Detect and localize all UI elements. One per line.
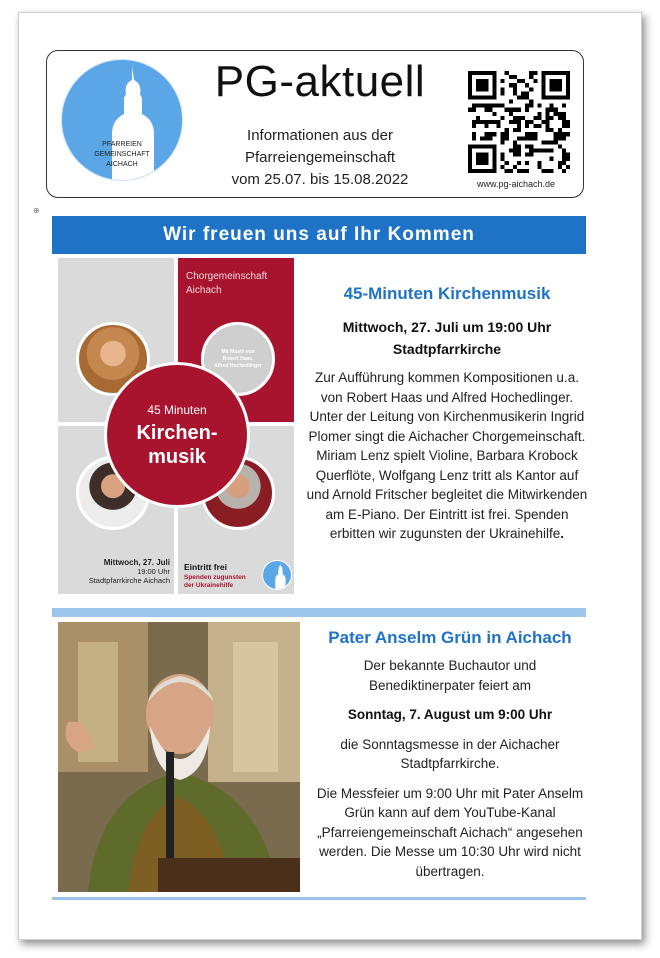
subtitle-line-1: Informationen aus der xyxy=(247,127,393,144)
poster-headline xyxy=(107,421,247,469)
headline-line-1: Kirchen- xyxy=(136,422,218,444)
poster-donation xyxy=(184,574,256,590)
donation-line-2: der Ukrainehilfe xyxy=(184,582,234,589)
poster-logo xyxy=(262,560,292,590)
logo-text-3: AICHACH xyxy=(106,161,138,168)
date-range: vom 25.07. bis 15.08.2022 xyxy=(231,171,409,188)
pater-intro: Der bekannte Buchautor und Benediktinerpater feiert am xyxy=(363,658,537,693)
donation-line-1: Spenden zugunsten xyxy=(184,574,246,581)
priest-photo xyxy=(58,622,300,892)
logo-text-1: PFARREIEN xyxy=(102,141,142,148)
welcome-banner: Wir freuen uns auf Ihr Kommen xyxy=(52,216,586,254)
photo-pater-anselm xyxy=(58,622,300,892)
concert-poster xyxy=(58,258,294,594)
concert-body: Zur Aufführung kommen Kompositionen u.a. von Robert Haas und Alfred Hochedlinger. Unter der Leitung von Kirchenmusikerin Ingrid Plomer singt die Aichacher Chorgemeinschaft. Miriam Lenz spielt Violine, Barbara Krobock Querflöte, Wolfgang Lenz tritt als Kantor auf und Arnold Fritscher begleitet die Mitwirkenden am E-Piano. Der Eintritt ist frei. Spenden erbitten wir zugunsten der Ukrainehilfe xyxy=(306,370,588,541)
poster-date-venue: Stadtpfarrkirche Aichach xyxy=(88,576,170,585)
music-credits xyxy=(204,349,272,370)
section-divider xyxy=(52,608,586,617)
music-credit-1: Mit Musik von xyxy=(221,349,255,355)
concert-article xyxy=(306,284,588,544)
music-credit-2: Robert Haas, xyxy=(222,356,254,362)
concert-title: 45-Minuten Kirchenmusik xyxy=(343,284,551,303)
concert-venue: Stadtpfarrkirche xyxy=(392,341,502,357)
concert-date: Mittwoch, 27. Juli um 19:00 Uhr xyxy=(342,319,552,335)
pater-title: Pater Anselm Grün in Aichach xyxy=(328,628,572,647)
organizer-line-1: Chorgemeinschaft xyxy=(186,271,268,282)
pater-mass: die Sonntagsmesse in der Aichacher Stadtpfarrkirche. xyxy=(340,736,560,771)
concert-body-end: . xyxy=(560,526,565,541)
poster-duration: 45 Minuten xyxy=(147,403,207,417)
anchor-icon: ⊕ xyxy=(33,206,40,215)
newsletter-title: PG-aktuell xyxy=(214,57,426,106)
subtitle-line-2: Pfarreiengemeinschaft xyxy=(244,149,396,166)
logo-text-2: GEMEINSCHAFT xyxy=(94,151,150,158)
pater-when: Sonntag, 7. August um 9:00 Uhr xyxy=(347,707,553,722)
organizer-line-2: Aichach xyxy=(186,285,222,296)
newsletter-subtitle xyxy=(197,125,443,191)
qr-code[interactable] xyxy=(467,71,571,173)
poster-entry: Eintritt frei xyxy=(184,562,227,572)
pater-article xyxy=(310,628,590,891)
parish-logo xyxy=(61,59,183,181)
poster-date xyxy=(64,558,170,585)
poster-date-time: 19:00 Uhr xyxy=(137,567,170,576)
masthead xyxy=(46,50,584,198)
bottom-divider xyxy=(52,897,586,900)
pater-stream-info: Die Messfeier um 9:00 Uhr mit Pater Anselm Grün kann auf dem YouTube-Kanal „Pfarreiengemeinschaft Aichach“ angesehen werden. Die Messe um 10:30 Uhr wird nicht übertragen. xyxy=(316,785,584,879)
poster-center-circle xyxy=(104,362,250,508)
concert-description xyxy=(306,368,588,544)
music-credit-3: Alfred Hochedlinger xyxy=(214,363,262,369)
concert-when xyxy=(306,316,588,360)
headline-line-2: musik xyxy=(148,446,206,468)
poster-date-day: Mittwoch, 27. Juli xyxy=(103,558,170,567)
website-url[interactable]: www.pg-aichach.de xyxy=(476,179,556,189)
poster-organizer xyxy=(186,270,267,298)
